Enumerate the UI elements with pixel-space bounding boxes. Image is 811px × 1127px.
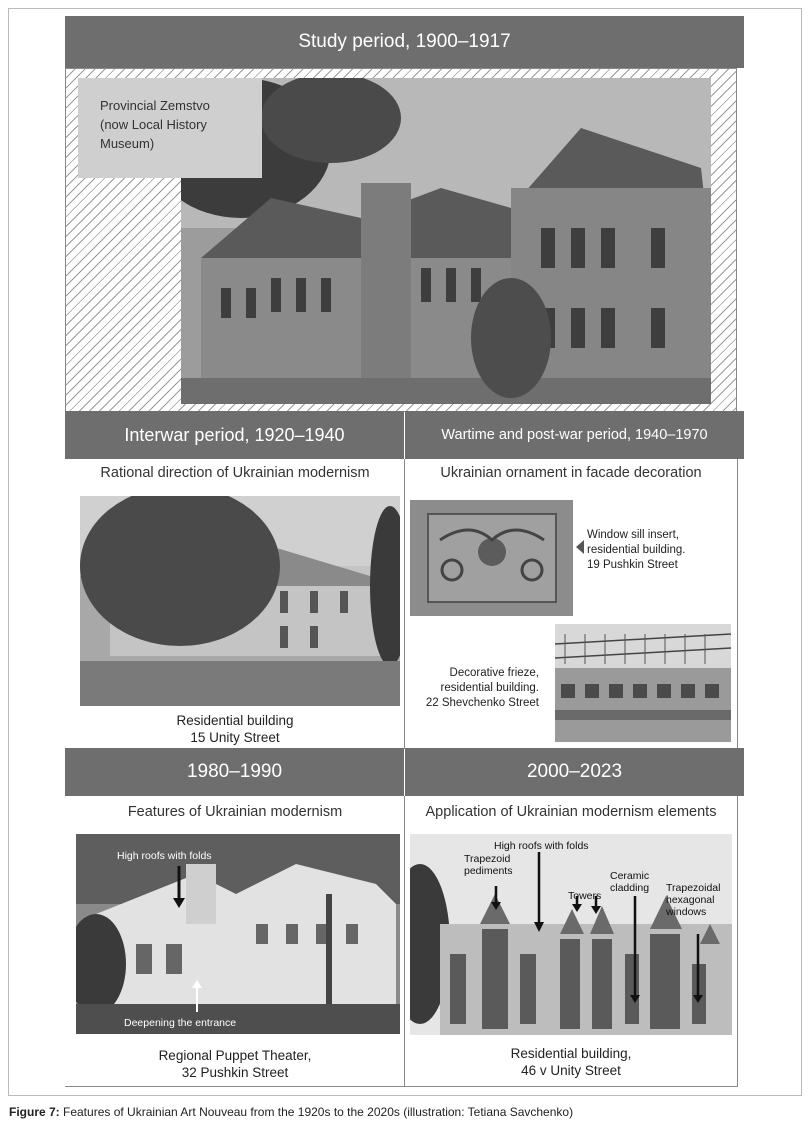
frieze-note-line-1: Decorative frieze,: [449, 667, 539, 679]
pointer-arrow-icon: [576, 540, 584, 554]
modern-caption-line-2: 46 v Unity Street: [521, 1063, 621, 1078]
figure-caption-text: Features of Ukrainian Art Nouveau from the 1920s to the 2020s (illustration: Tetiana Savchenko): [59, 1105, 574, 1119]
figure-caption: [9, 1105, 804, 1119]
modern-pediments-line-2: pediments: [464, 865, 513, 877]
interwar-subtitle: Rational direction of Ukrainian modernism: [100, 465, 370, 481]
modern-subtitle: Application of Ukrainian modernism elements: [425, 804, 717, 820]
modern-roofs-annotation: High roofs with folds: [494, 840, 589, 852]
right-border-upper: [737, 459, 738, 749]
modern-windows-line-2: hexagonal: [666, 894, 715, 906]
modern-windows-annotation: [666, 882, 720, 918]
modern-ceramic-annotation: [610, 870, 649, 894]
frieze-note-line-3: 22 Shevchenko Street: [425, 697, 539, 709]
window-sill-ornament-photo: [410, 500, 573, 616]
eighties-caption-line-1: Regional Puppet Theater,: [158, 1048, 312, 1063]
modern-ceramic-line-2: cladding: [610, 882, 650, 894]
interwar-caption: [66, 712, 404, 746]
bottom-border: [65, 1086, 738, 1087]
interwar-caption-line-2: 15 Unity Street: [190, 730, 280, 745]
right-border-lower: [737, 796, 738, 1086]
wartime-subtitle: Ukrainian ornament in facade decoration: [440, 465, 702, 481]
window-sill-note: [587, 528, 737, 573]
window-sill-note-line-2: residential building.: [587, 544, 686, 556]
modern-windows-line-3: windows: [666, 906, 707, 918]
modern-header: [405, 748, 744, 796]
eighties-caption-line-2: 32 Pushkin Street: [181, 1065, 289, 1080]
modern-pediments-annotation: [464, 853, 512, 877]
window-sill-note-line-1: Window sill insert,: [587, 529, 680, 541]
modern-ceramic-line-1: Ceramic: [610, 870, 650, 882]
eighties-subtitle: Features of Ukrainian modernism: [127, 804, 343, 820]
figure-label: Figure 7:: [9, 1105, 60, 1119]
interwar-header: [65, 411, 404, 459]
column-divider-lower: [404, 796, 405, 1086]
unity-street-46v-photo: [410, 834, 732, 1035]
modern-caption: [405, 1045, 737, 1079]
modern-caption-line-1: Residential building,: [510, 1046, 632, 1061]
wartime-title: Wartime and post-war period, 1940–1970: [441, 427, 708, 443]
interwar-caption-line-1: Residential building: [176, 713, 294, 728]
modern-title: 2000–2023: [526, 761, 623, 782]
decorative-frieze-photo: [555, 624, 731, 742]
eighties-entrance-annotation: Deepening the entrance: [124, 1017, 237, 1029]
eighties-header: [65, 748, 404, 796]
zemstvo-label-line-1: Provincial Zemstvo: [100, 98, 210, 113]
puppet-theater-photo: [76, 834, 400, 1034]
study-period-header: [65, 16, 744, 68]
modern-towers-annotation: Towers: [568, 890, 602, 902]
zemstvo-photo-label: [78, 78, 262, 178]
eighties-roofs-annotation: High roofs with folds: [117, 850, 212, 862]
eighties-title: 1980–1990: [186, 761, 283, 782]
study-period-title: Study period, 1900–1917: [298, 31, 511, 52]
eighties-caption: [66, 1047, 404, 1081]
modern-windows-line-1: Trapezoidal: [666, 882, 721, 894]
frieze-note: [405, 666, 539, 711]
window-sill-note-line-3: 19 Pushkin Street: [587, 559, 678, 571]
interwar-title: Interwar period, 1920–1940: [124, 424, 345, 445]
zemstvo-label-line-3: Museum): [100, 136, 155, 151]
modern-pediments-line-1: Trapezoid: [464, 853, 511, 865]
zemstvo-label-line-2: (now Local History: [100, 117, 207, 132]
frieze-note-line-2: residential building.: [440, 682, 539, 694]
wartime-header: [405, 411, 744, 459]
unity-street-15-photo: [80, 496, 400, 706]
